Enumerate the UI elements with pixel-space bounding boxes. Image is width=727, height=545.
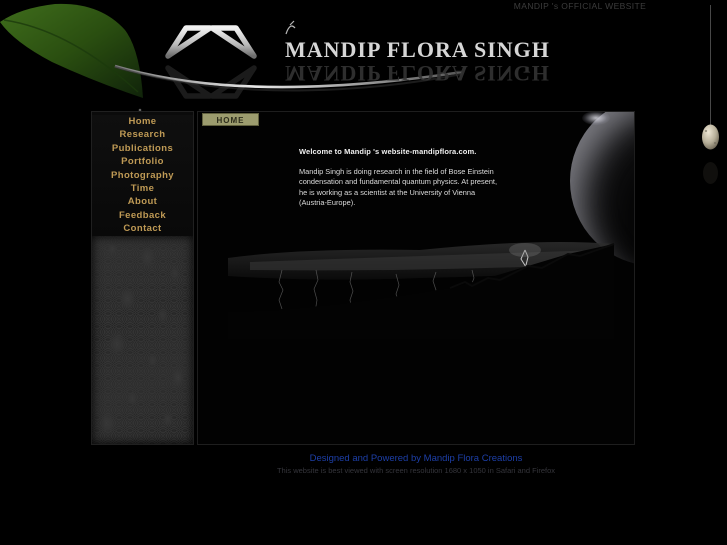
- welcome-heading: Welcome to Mandip 's website-mandipflora.com.: [299, 147, 477, 156]
- sidebar-menu: [92, 115, 193, 236]
- sidebar-item-home[interactable]: Home: [128, 116, 157, 127]
- sidebar-item-publications[interactable]: Publications: [111, 142, 174, 154]
- sidebar-item-time[interactable]: Time: [130, 182, 155, 194]
- footer-resolution-note: This website is best viewed with screen resolution 1680 x 1050 in Safari and Firefox: [276, 466, 556, 475]
- cocoon-icon: [694, 5, 727, 205]
- sidebar: [91, 111, 194, 445]
- sidebar-droplet-texture: [92, 236, 193, 444]
- sidebar-item-photography[interactable]: Photography: [111, 169, 174, 181]
- sidebar-item-about[interactable]: About: [127, 196, 158, 208]
- logo-title: MANDIP FLORA SINGH: [285, 37, 550, 62]
- logo-title-reflection: MANDIP FLORA SINGH: [285, 61, 550, 86]
- eclipse-highlight-icon: [582, 111, 610, 125]
- sidebar-item-portfolio[interactable]: Portfolio: [121, 156, 164, 168]
- sidebar-item-contact[interactable]: Contact: [123, 223, 162, 235]
- lightning-storm-image: [220, 224, 625, 339]
- official-site-label: MANDIP 's OFFICIAL WEBSITE: [513, 1, 647, 11]
- tab-home[interactable]: HOME: [202, 113, 259, 126]
- content-panel: [197, 111, 635, 445]
- footer-credit-link[interactable]: Designed and Powered by Mandip Flora Creations: [309, 453, 523, 464]
- sidebar-item-feedback[interactable]: Feedback: [118, 209, 167, 221]
- sidebar-item-research[interactable]: Research: [119, 129, 166, 141]
- logo[interactable]: [110, 20, 550, 105]
- intro-paragraph: Mandip Singh is doing research in the field of Bose Einstein condensation and fundamental quantum physics. At present, he is working as a scientist at the University of Vienna (Austria-Europe).: [299, 167, 498, 208]
